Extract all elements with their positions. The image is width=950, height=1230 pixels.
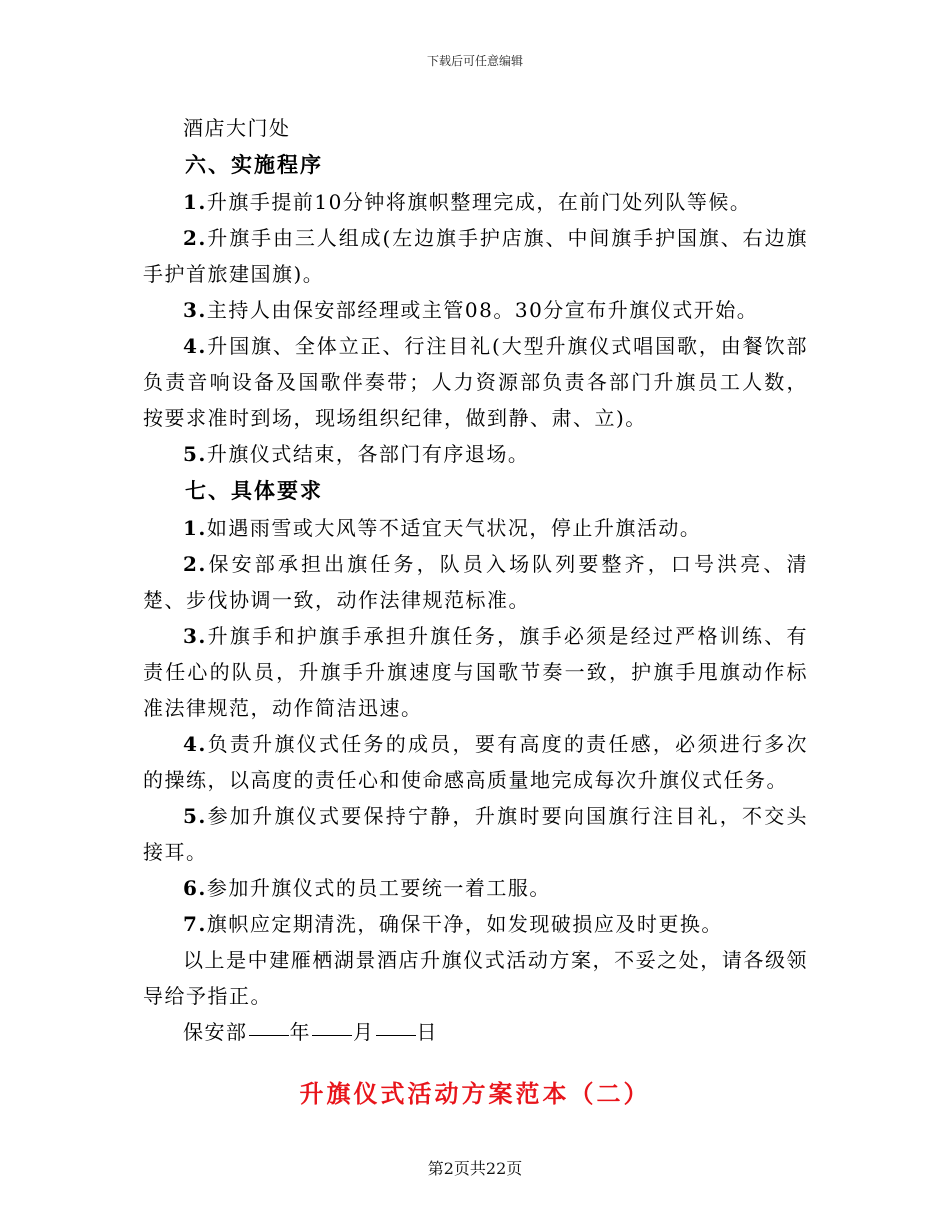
list-item: 2.升旗手由三人组成(左边旗手护店旗、中间旗手护国旗、右边旗手护首旅建国旗)。 [143, 226, 808, 286]
list-item: 2.保安部承担出旗任务，队员入场队列要整齐，口号洪亮、清楚、步伐协调一致，动作法律规范标准。 [143, 552, 808, 612]
section-7-list [143, 510, 808, 942]
signature-dept: 保安部 [183, 1020, 248, 1044]
blank-line [312, 1034, 352, 1036]
page-header: 下载后可任意编辑 [426, 54, 523, 68]
list-item: 6.参加升旗仪式的员工要统一着工服。 [183, 876, 551, 900]
next-section-title: 升旗仪式活动方案范本（二） [299, 1079, 651, 1108]
signature-year: 年 [289, 1020, 311, 1044]
blank-line [376, 1034, 416, 1036]
section-7-heading: 七、具体要求 [185, 478, 323, 503]
list-item: 3.主持人由保安部经理或主管08。30分宣布升旗仪式开始。 [183, 298, 759, 322]
section-6-heading: 六、实施程序 [185, 152, 323, 177]
signature-month: 月 [353, 1020, 375, 1044]
list-item: 4.负责升旗仪式任务的成员，要有高度的责任感，必须进行多次的操练，以高度的责任心和使命感高质量地完成每次升旗仪式任务。 [143, 732, 808, 792]
page-footer: 第2页共22页 [427, 1159, 523, 1178]
signature-day: 日 [416, 1020, 438, 1044]
location-line: 酒店大门处 [183, 116, 291, 140]
document-body [143, 110, 808, 1050]
signature-line [143, 1014, 808, 1050]
list-item: 7.旗帜应定期清洗，确保干净，如发现破损应及时更换。 [183, 912, 723, 936]
closing-paragraph: 以上是中建雁栖湖景酒店升旗仪式活动方案，不妥之处，请各级领导给予指正。 [143, 948, 808, 1008]
list-item: 1.如遇雨雪或大风等不适宜天气状况，停止升旗活动。 [183, 516, 702, 540]
list-item: 5.参加升旗仪式要保持宁静，升旗时要向国旗行注目礼，不交头接耳。 [143, 804, 808, 864]
section-6-list [143, 184, 808, 472]
list-item: 3.升旗手和护旗手承担升旗任务，旗手必须是经过严格训练、有责任心的队员，升旗手升旗速度与国歌节奏一致，护旗手甩旗动作标准法律规范，动作简洁迅速。 [143, 624, 808, 720]
blank-line [249, 1034, 289, 1036]
list-item: 1.升旗手提前10分钟将旗帜整理完成，在前门处列队等候。 [183, 190, 752, 214]
list-item: 5.升旗仪式结束，各部门有序退场。 [183, 442, 530, 466]
list-item: 4.升国旗、全体立正、行注目礼(大型升旗仪式唱国歌，由餐饮部负责音响设备及国歌伴奏带；人力资源部负责各部门升旗员工人数，按要求准时到场，现场组织纪律，做到静、肃、立)。 [143, 334, 808, 430]
